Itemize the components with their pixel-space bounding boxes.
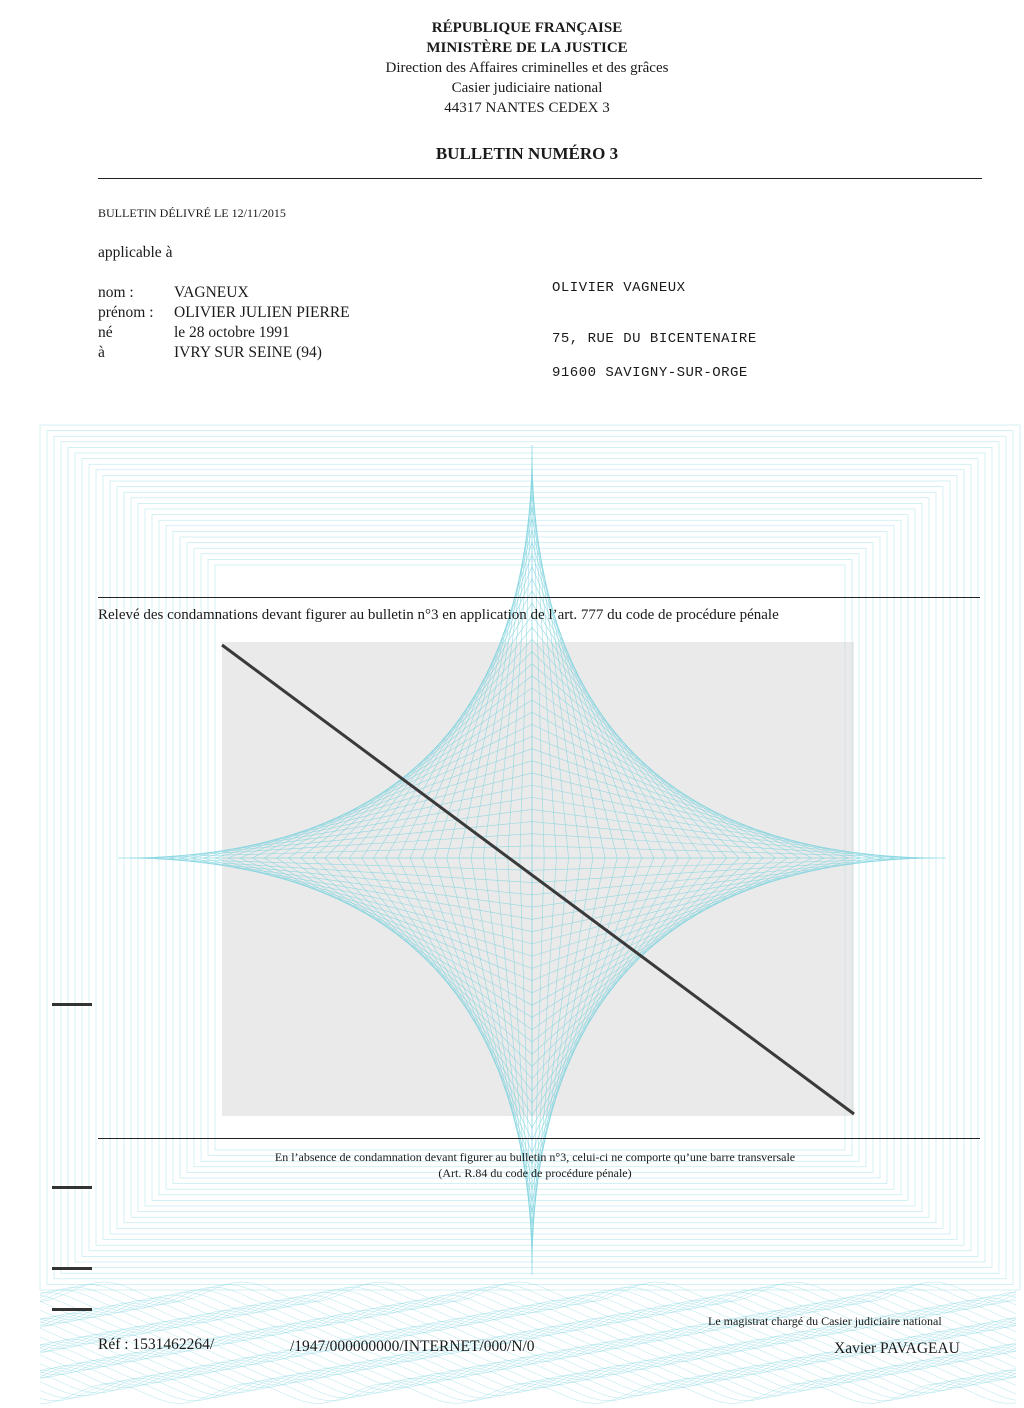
- recipient-street: 75, RUE DU BICENTENAIRE: [552, 331, 757, 347]
- service-line: Casier judiciaire national: [451, 80, 603, 96]
- margin-tick: [52, 1186, 92, 1189]
- nom-label: nom :: [98, 284, 134, 301]
- convictions-top-rule: [98, 597, 980, 598]
- bulletin-title: BULLETIN NUMÉRO 3: [435, 144, 619, 163]
- ne-label: né: [98, 324, 113, 341]
- margin-tick: [52, 1308, 92, 1311]
- recipient-name: OLIVIER VAGNEUX: [552, 280, 686, 296]
- ne-value: le 28 octobre 1991: [174, 324, 290, 341]
- margin-tick: [52, 1267, 92, 1270]
- reference-suffix: /1947/000000000/INTERNET/000/N/0: [290, 1338, 535, 1355]
- ministry-heading: MINISTÈRE DE LA JUSTICE: [426, 40, 628, 56]
- applicable-label: applicable à: [98, 244, 173, 261]
- prenom-label: prénom :: [98, 304, 154, 321]
- issued-date: BULLETIN DÉLIVRÉ LE 12/11/2015: [98, 206, 286, 220]
- absence-note: En l’absence de condamnation devant figurer au bulletin n°3, celui-ci ne comporte qu’une barre transversale: [274, 1150, 796, 1164]
- prenom-value: OLIVIER JULIEN PIERRE: [174, 304, 350, 321]
- magistrate-title: Le magistrat chargé du Casier judiciaire national: [708, 1314, 942, 1328]
- absence-note-article: (Art. R.84 du code de procédure pénale): [438, 1166, 632, 1180]
- convictions-heading: Relevé des condamnations devant figurer au bulletin n°3 en application de l’art. 777 du code de procédure pénale: [98, 607, 779, 623]
- nom-value: VAGNEUX: [174, 284, 249, 301]
- magistrate-name: Xavier PAVAGEAU: [834, 1340, 960, 1357]
- reference-prefix: Réf : 1531462264/: [98, 1336, 215, 1353]
- convictions-bottom-rule: [98, 1138, 980, 1139]
- direction-line: Direction des Affaires criminelles et des grâces: [385, 60, 669, 76]
- a-value: IVRY SUR SEINE (94): [174, 344, 322, 361]
- address-line: 44317 NANTES CEDEX 3: [444, 100, 610, 116]
- republic-heading: RÉPUBLIQUE FRANÇAISE: [431, 20, 623, 36]
- a-label: à: [98, 344, 105, 361]
- margin-tick: [52, 1003, 92, 1006]
- header-divider: [98, 178, 982, 179]
- recipient-city: 91600 SAVIGNY-SUR-ORGE: [552, 365, 748, 381]
